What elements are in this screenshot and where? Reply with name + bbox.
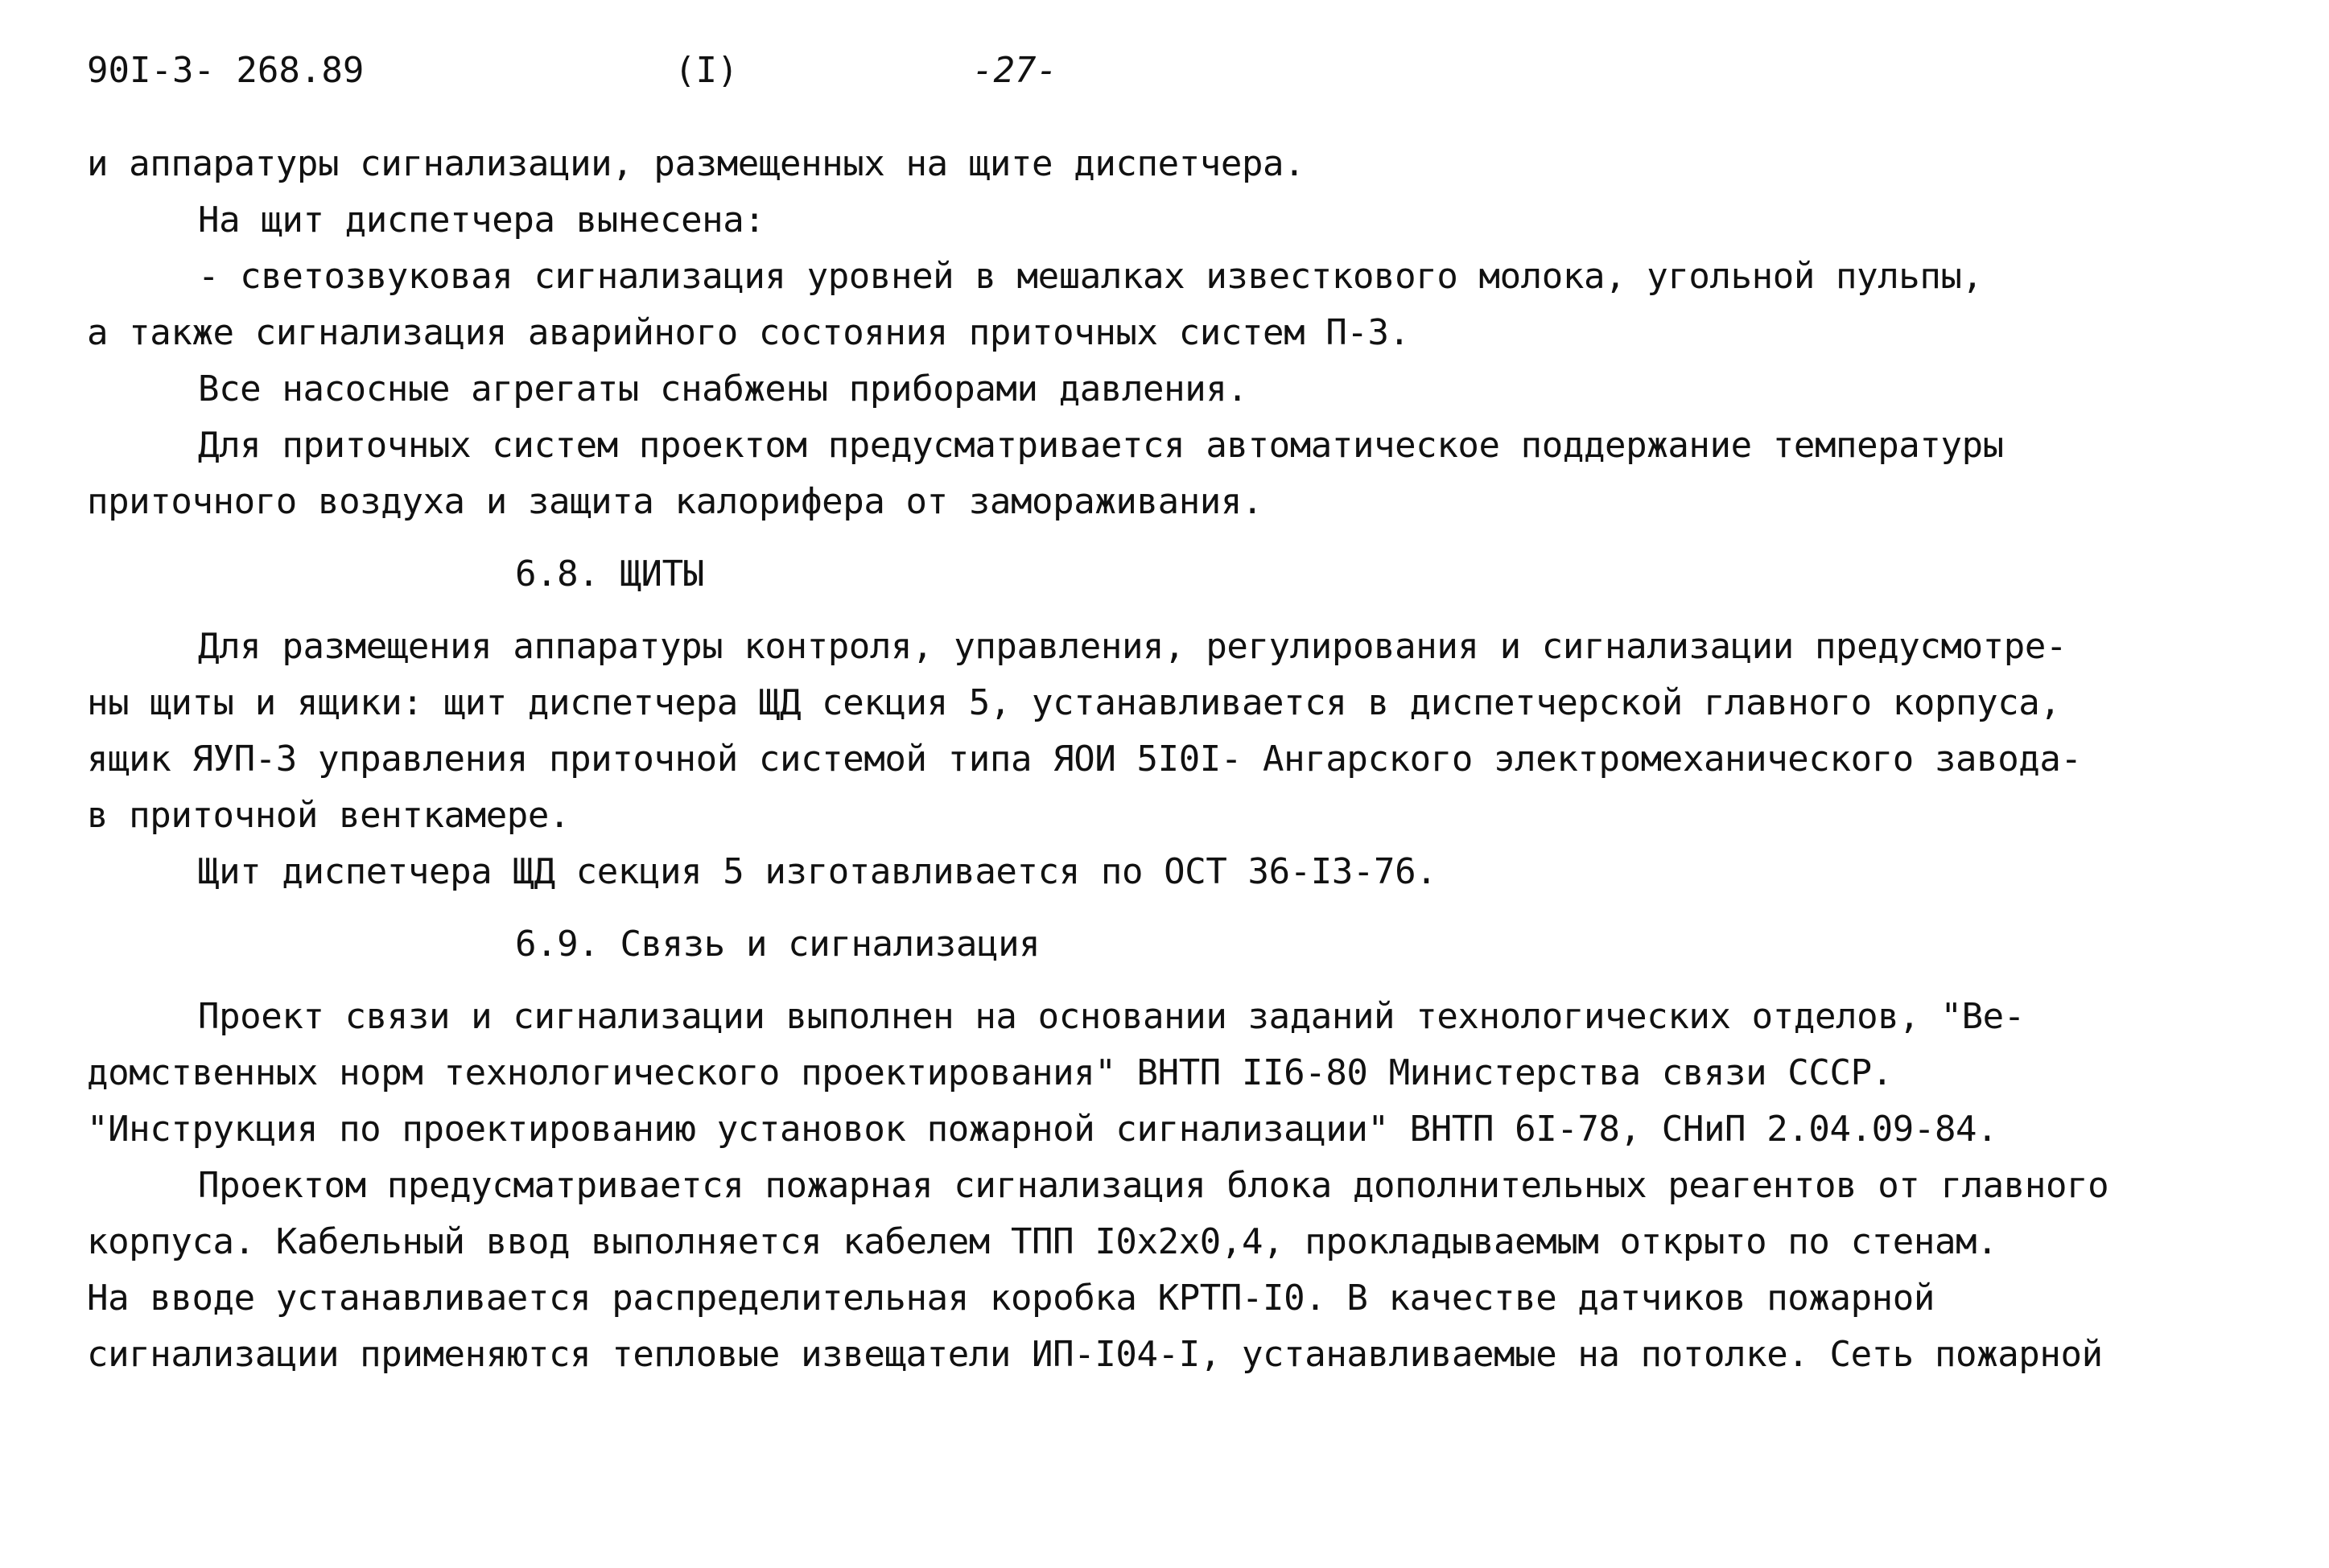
text-line: "Инструкция по проектированию установок пожарной сигнализации" ВНТП 6I-78, СНиП 2.04.09-84. [87, 1109, 1998, 1150]
text-line: приточного воздуха и защита калорифера от замораживания. [87, 481, 1263, 522]
text-line: а также сигнализация аварийного состояния приточных систем П-3. [87, 312, 1410, 353]
page-header [87, 47, 1214, 95]
document-code: 90I-3- 268.89 [87, 50, 365, 91]
text-line: Щит диспетчера ЩД секция 5 изготавливается по ОСТ 36-I3-76. [198, 851, 1437, 892]
section-heading-6-9: 6.9. Связь и сигнализация [515, 924, 1041, 965]
text-line: домственных норм технологического проектирования" ВНТП II6-80 Министерства связи СССР. [87, 1052, 1893, 1093]
text-line: и аппаратуры сигнализации, размещенных на щите диспетчера. [87, 143, 1305, 184]
text-line: На щит диспетчера вынесена: [198, 200, 765, 241]
text-line: На вводе устанавливается распределительная коробка КРТП-I0. В качестве датчиков пожарной [87, 1278, 1935, 1319]
text-line: сигнализации применяются тепловые извещатели ИП-I04-I, устанавливаемые на потолке. Сеть пожарной [87, 1334, 2103, 1375]
document-part: (I) [674, 50, 739, 91]
text-line: Проектом предусматривается пожарная сигнализация блока дополнительных реагентов от главного [198, 1165, 2109, 1206]
text-line: Проект связи и сигнализации выполнен на основании заданий технологических отделов, "Ве- [198, 996, 2025, 1037]
text-line: корпуса. Кабельный ввод выполняется кабелем ТПП I0x2x0,4, прокладываемым открыто по стенам. [87, 1221, 1998, 1262]
section-heading-6-8: 6.8. ЩИТЫ [515, 554, 704, 595]
text-line: ны щиты и ящики: щит диспетчера ЩД секция 5, устанавливается в диспетчерской главного корпуса, [87, 682, 2061, 723]
text-line: Для размещения аппаратуры контроля, управления, регулирования и сигнализации предусмотре- [198, 626, 2067, 667]
text-line: Все насосные агрегаты снабжены приборами давления. [198, 368, 1248, 409]
text-line: в приточной венткамере. [87, 795, 571, 836]
page-number: -27- [972, 50, 1057, 91]
text-line: Для приточных систем проектом предусматривается автоматическое поддержание температуры [198, 425, 2004, 466]
text-line: ящик ЯУП-3 управления приточной системой типа ЯОИ 5I0I- Ангарского электромеханического завода- [87, 739, 2082, 780]
text-line: - светозвуковая сигнализация уровней в мешалках известкового молока, угольной пульпы, [198, 256, 1983, 297]
